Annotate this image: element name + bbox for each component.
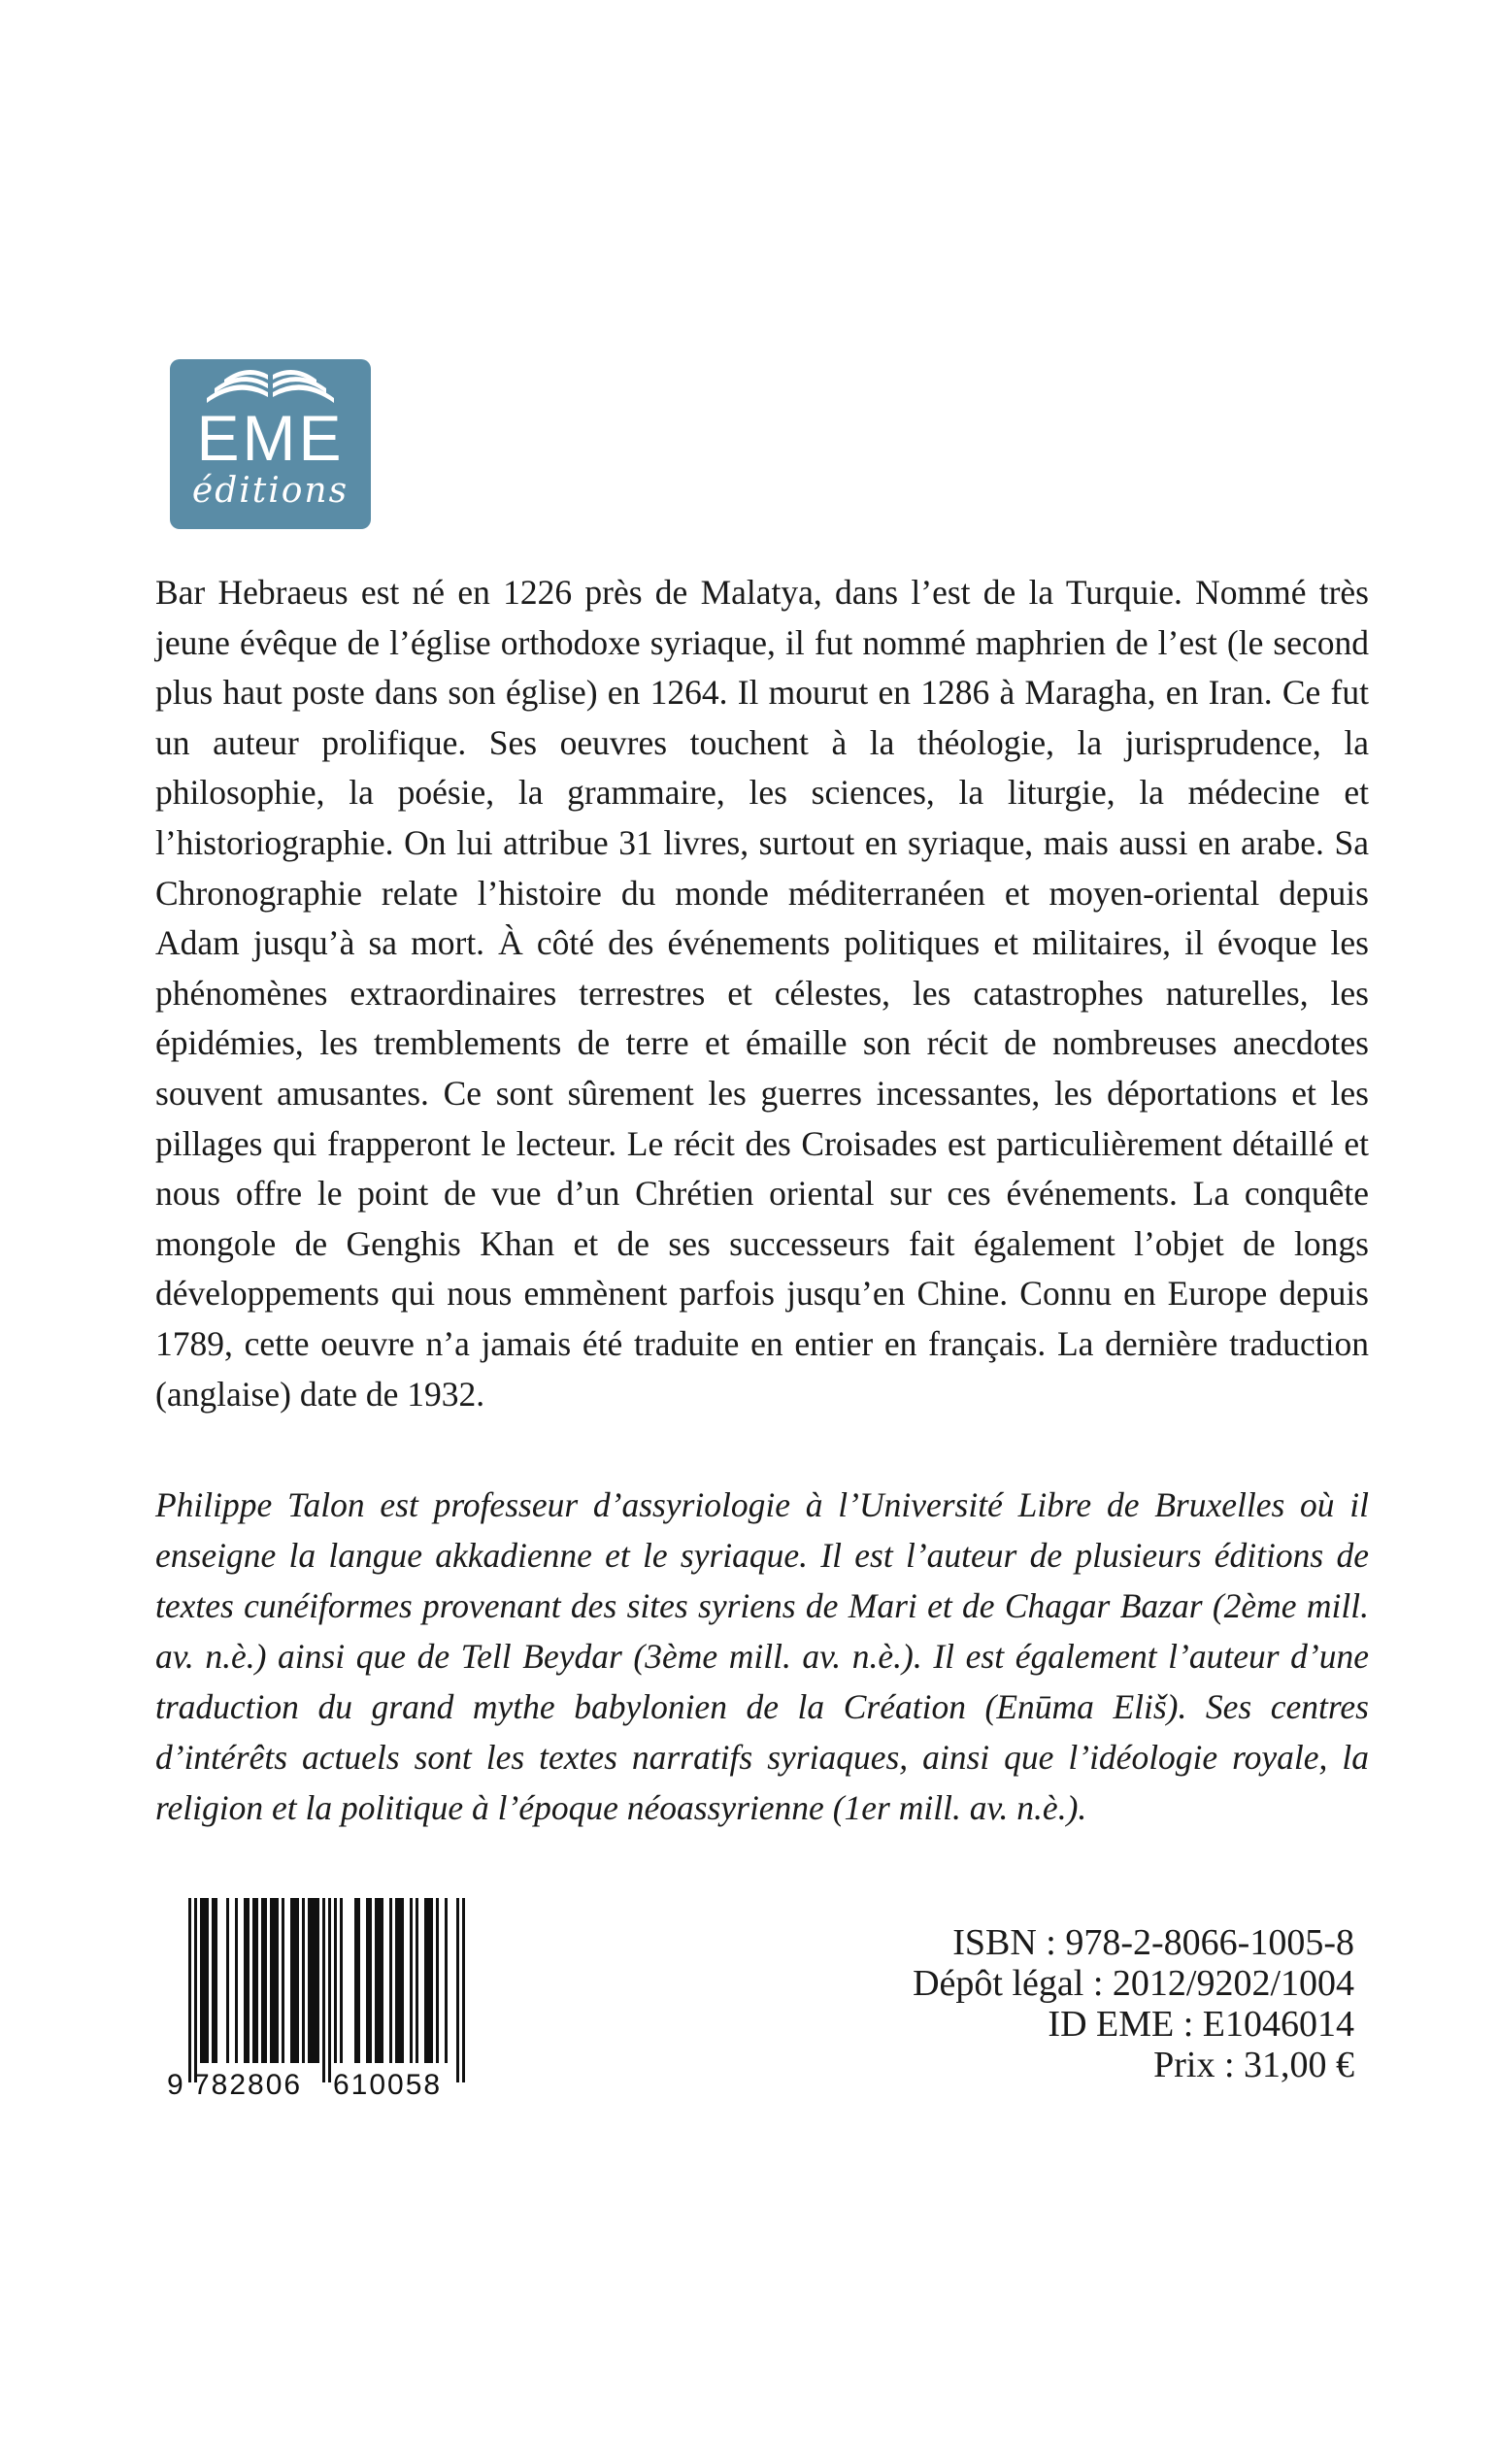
barcode-digits-left: 782806 xyxy=(193,2069,303,2100)
barcode-bar xyxy=(424,1898,427,2063)
logo-wordmark: EME xyxy=(196,402,345,474)
barcode-bar xyxy=(322,1898,325,2082)
barcode-bar xyxy=(436,1898,439,2063)
barcode-bar xyxy=(410,1898,413,2063)
barcode-bar xyxy=(302,1898,305,2063)
barcode-bar xyxy=(194,1898,197,2082)
barcode-bar xyxy=(235,1898,238,2063)
barcode-bar xyxy=(354,1898,357,2063)
barcode-bar xyxy=(206,1898,209,2063)
barcode-bar xyxy=(378,1898,381,2063)
barcode-bar xyxy=(296,1898,299,2063)
barcode-bar xyxy=(252,1898,255,2063)
isbn-line: ISBN : 978-2-8066-1005-8 xyxy=(952,1922,1354,1963)
barcode-bar xyxy=(416,1898,418,2063)
barcode-bar xyxy=(188,1898,191,2082)
barcode-bar xyxy=(215,1898,217,2063)
barcode-bar xyxy=(389,1898,392,2063)
barcode-bar xyxy=(401,1898,404,2063)
barcode-bars xyxy=(188,1898,465,2082)
barcode-bar xyxy=(314,1898,316,2063)
barcode-bar xyxy=(369,1898,372,2063)
barcode-digits-right: 610058 xyxy=(333,2069,443,2100)
barcode-bar xyxy=(282,1898,284,2063)
barcode-bar xyxy=(311,1898,314,2063)
price-line: Prix : 31,00 € xyxy=(1153,2045,1354,2085)
barcode-bar xyxy=(212,1898,215,2063)
barcode-bar xyxy=(427,1898,430,2063)
barcode-bar xyxy=(244,1898,247,2063)
book-description: Bar Hebraeus est né en 1226 près de Malatya, dans l’est de la Turquie. Nommé très jeune évêque de l’église orthodoxe syriaque, il fut nommé maphrien de l’est (le second plus haut poste dans son église) en 1264. Il mourut en 1286 à Maragha, en Iran. Ce fut un auteur prolifique. Ses oeuvres touchent à la théologie, la jurisprudence, la philosophie, la poésie, la grammaire, les sciences, la liturgie, la médecine et l’historiographie. On lui attribue 31 livres, surtout en syriaque, mais aussi en arabe. Sa Chronographie relate l’histoire du monde méditerranéen et moyen-oriental depuis Adam jusqu’à sa mort. À côté des événements politiques et militaires, il évoque les phénomènes extraordinaires terrestres et célestes, les catastrophes naturelles, les épidémies, les tremblements de terre et émaille son récit de nombreuses anecdotes souvent amusantes. Ce sont sûrement les guerres incessantes, les déportations et les pillages qui frapperont le lecteur. Le récit des Croisades est particulièrement détaillé et nous offre le point de vue d’un Chrétien oriental sur ces événements. La conquête mongole de Genghis Khan et de ses successeurs fait également l’objet de longs développements qui nous emmènent parfois jusqu’en Chine. Connu en Europe depuis 1789, cette oeuvre n’a jamais été traduite en entier en français. La dernière traduction (anglaise) date de 1932. xyxy=(155,573,1369,1414)
legal-deposit-line: Dépôt légal : 2012/9202/1004 xyxy=(913,1963,1354,2004)
barcode-bar xyxy=(293,1898,296,2063)
barcode-bar xyxy=(430,1898,433,2063)
barcode-bar xyxy=(308,1898,311,2063)
barcode-digit-first: 9 xyxy=(167,2069,183,2100)
barcode-bar xyxy=(261,1898,264,2063)
author-bio: Philippe Talon est professeur d’assyriologie à l’Université Libre de Bruxelles où il enseigne la langue akkadienne et le syriaque. Il est l’auteur de plusieurs éditions de textes cunéiformes provenant des sites syriens de Mari et de Chagar Bazar (2ème mill. av. n.è.) ainsi que de Tell Beydar (3ème mill. av. n.è.). Il est également l’auteur d’une traduction du grand mythe babylonien de la Création (Enūma Eliš). Ses centres d’intérêts actuels sont les textes narratifs syriaques, ainsi que l’idéologie royale, la religion et la politique à l’époque néoassyrienne (1er mill. av. n.è.). xyxy=(155,1485,1369,1827)
barcode-bar xyxy=(398,1898,401,2063)
barcode-bar xyxy=(273,1898,276,2063)
barcode-bar xyxy=(328,1898,331,2082)
barcode-bar xyxy=(270,1898,273,2063)
publisher-logo xyxy=(170,359,371,529)
barcode-bar xyxy=(276,1898,279,2063)
barcode-bar xyxy=(357,1898,360,2063)
barcode-bar xyxy=(366,1898,369,2063)
isbn-barcode xyxy=(167,1898,483,2100)
barcode-bar xyxy=(395,1898,398,2063)
barcode-bar xyxy=(247,1898,250,2063)
logo-subtitle: éditions xyxy=(191,471,350,511)
eme-id-line: ID EME : E1046014 xyxy=(1048,2004,1354,2045)
barcode-bar xyxy=(264,1898,267,2063)
barcode-bar xyxy=(375,1898,378,2063)
barcode-bar xyxy=(340,1898,343,2063)
barcode-bar xyxy=(445,1898,448,2063)
barcode-bar xyxy=(381,1898,383,2063)
barcode-bar xyxy=(226,1898,229,2063)
barcode-bar xyxy=(462,1898,465,2082)
barcode-bar xyxy=(255,1898,258,2063)
barcode-bar xyxy=(456,1898,459,2082)
barcode-bar xyxy=(316,1898,319,2063)
barcode-bar xyxy=(334,1898,337,2063)
barcode-bar xyxy=(200,1898,203,2063)
barcode-bar xyxy=(290,1898,293,2063)
book-info xyxy=(752,1922,1354,2085)
barcode-bar xyxy=(203,1898,206,2063)
